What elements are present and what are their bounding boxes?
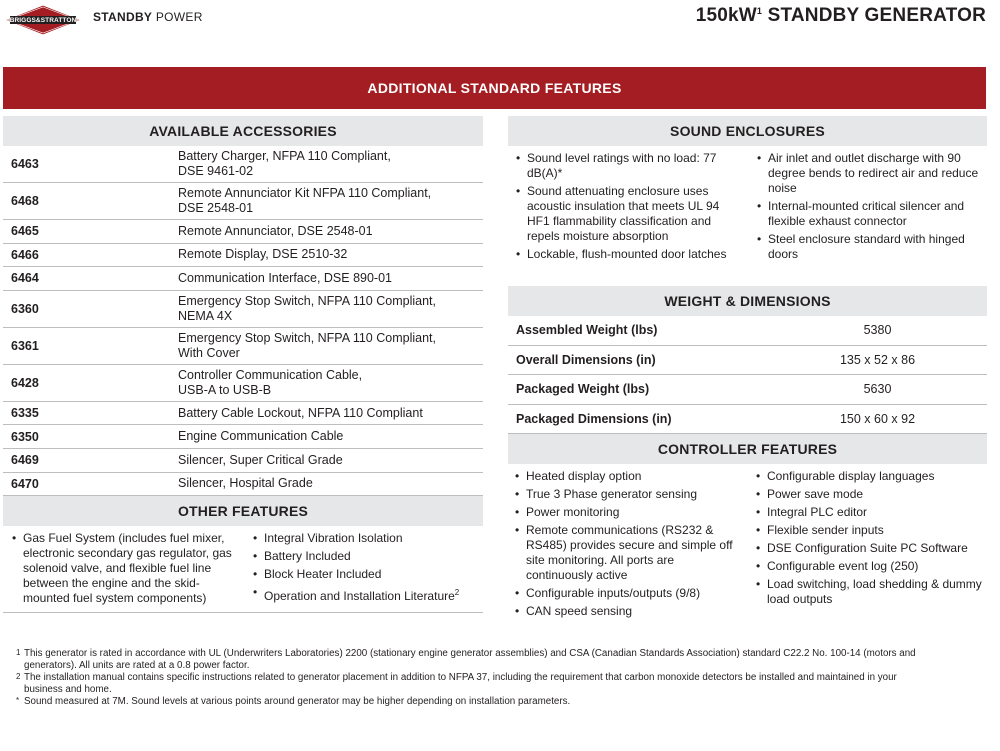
weight-row: [508, 375, 987, 405]
weight-value: 150 x 60 x 92: [839, 411, 916, 426]
weight-label: Overall Dimensions (in): [516, 352, 656, 367]
other-features-right-list: [251, 531, 481, 607]
page-header: [0, 0, 1000, 60]
accessory-description-line: Engine Communication Cable: [178, 429, 344, 444]
accessory-description-line: Battery Charger, NFPA 110 Compliant,: [178, 149, 391, 163]
weight-heading: WEIGHT & DIMENSIONS: [508, 286, 987, 316]
controller-feature-item: • Integral PLC editor: [754, 505, 982, 520]
footnote: [16, 648, 916, 671]
accessory-description: [178, 453, 483, 468]
accessory-description-line: Controller Communication Cable,: [178, 367, 363, 382]
accessories-table: [3, 146, 483, 496]
weight-label: Packaged Dimensions (in): [516, 411, 672, 426]
controller-feature-item: • Power monitoring: [513, 505, 738, 520]
controller-feature-item: • True 3 Phase generator sensing: [513, 487, 738, 502]
title-rest: STANDBY GENERATOR: [767, 5, 986, 26]
controller-feature-item: • Load switching, load shedding & dummy load outputs: [754, 577, 982, 607]
weight-label: Assembled Weight (lbs): [516, 323, 658, 338]
other-feature-item: • Integral Vibration Isolation: [251, 531, 481, 546]
accessory-row: [3, 402, 483, 426]
accessory-row: [3, 425, 483, 449]
accessory-description-line: Remote Annunciator Kit NFPA 110 Compliant,: [178, 186, 432, 200]
other-feature-item: • Block Heater Included: [251, 567, 481, 582]
sound-right-list: [755, 151, 980, 265]
features-banner: ADDITIONAL STANDARD FEATURES: [3, 67, 986, 109]
accessory-code: 6468: [11, 194, 39, 208]
accessory-row: [3, 328, 483, 365]
controller-feature-item: • Remote communications (RS232 & RS485) provides secure and simple off site monitoring. All ports are continuously active: [513, 523, 738, 583]
sound-feature-item: • Air inlet and outlet discharge with 90 degree bends to redirect air and reduce noise: [755, 151, 980, 196]
accessory-description-line: Silencer, Super Critical Grade: [178, 452, 343, 467]
accessory-code: 6335: [11, 406, 39, 421]
controller-feature-item: • Flexible sender inputs: [754, 523, 982, 538]
controller-feature-item: • Heated display option: [513, 469, 738, 484]
footnote: [16, 672, 916, 695]
accessory-description: [178, 186, 483, 216]
accessory-row: [3, 244, 483, 268]
sound-feature-item: • Steel enclosure standard with hinged doors: [755, 232, 980, 262]
accessory-description-line: DSE 9461-02: [178, 164, 254, 178]
accessory-description-line: Silencer, Hospital Grade: [178, 476, 313, 491]
accessory-row: [3, 291, 483, 328]
weight-row: [508, 346, 987, 376]
sound-feature-item: • Sound level ratings with no load: 77 dB(A)*: [514, 151, 734, 181]
controller-feature-item: • CAN speed sensing: [513, 604, 738, 619]
accessory-description-line: NEMA 4X: [178, 308, 233, 323]
title-footnote-mark: 1: [756, 6, 763, 16]
accessory-code: 6470: [11, 476, 39, 491]
other-feature-item: • Battery Included: [251, 549, 481, 564]
accessory-code: 6360: [11, 301, 39, 316]
accessory-description-line: Remote Display, DSE 2510-32: [178, 247, 348, 262]
controller-feature-item: • Power save mode: [754, 487, 982, 502]
brand-light: POWER: [155, 10, 203, 24]
sound-left-list: [514, 151, 734, 265]
accessory-row: [3, 365, 483, 402]
logo-text: BRIGGS&STRATTON: [9, 16, 77, 24]
other-feature-item: • Operation and Installation Literature$^2$: [251, 585, 481, 604]
weight-value: 5380: [863, 323, 892, 338]
accessory-description: [178, 368, 483, 398]
weight-row: [508, 405, 987, 435]
accessory-row: [3, 220, 483, 244]
weight-value: 135 x 52 x 86: [839, 352, 916, 367]
brand-line: [93, 10, 203, 24]
accessory-description: [178, 476, 483, 491]
weight-value: 5630: [863, 382, 892, 397]
footnote-text: This generator is rated in accordance with UL (Underwriters Laboratories) 2200 (stationary engine generator assemblies) and CSA (Canadian Standards Association) standard C22.2 No. 100-14 (motors and generators). All units are rated at a 0.8 power factor.: [24, 648, 916, 671]
accessories-heading: AVAILABLE ACCESSORIES: [3, 116, 483, 146]
accessory-description: [178, 149, 483, 179]
footnotes: [16, 648, 916, 709]
accessory-description-line: Battery Cable Lockout, NFPA 110 Compliant: [178, 405, 423, 420]
other-features-heading: OTHER FEATURES: [3, 496, 483, 526]
accessory-description: [178, 406, 483, 421]
accessory-code: 6466: [11, 247, 39, 262]
title-kw: 150kW: [695, 5, 757, 26]
accessory-description: [178, 331, 483, 361]
accessory-code: 6465: [11, 224, 39, 239]
accessory-code: 6428: [11, 375, 39, 390]
sound-feature-item: • Sound attenuating enclosure uses acoustic insulation that meets UL 94 HF1 flammability classification and repels moisture absorption: [514, 184, 734, 244]
controller-feature-item: • Configurable event log (250): [754, 559, 982, 574]
controller-feature-item: • DSE Configuration Suite PC Software: [754, 541, 982, 556]
footnote-mark: 1: [16, 648, 21, 657]
accessory-row: [3, 473, 483, 497]
controller-left-list: [513, 469, 738, 622]
accessory-code: 6463: [11, 157, 39, 171]
accessory-description: [178, 224, 483, 239]
accessory-row: [3, 267, 483, 291]
accessory-code: 6469: [11, 453, 39, 468]
footnote-mark: 2: [16, 672, 21, 681]
weight-table: [508, 316, 987, 434]
accessory-description: [178, 247, 483, 262]
accessory-description: [178, 271, 483, 286]
accessory-description: [178, 429, 483, 444]
accessory-code: 6361: [11, 338, 39, 353]
page-title: [696, 5, 986, 27]
accessory-description-line: Emergency Stop Switch, NFPA 110 Compliant,: [178, 330, 436, 345]
accessory-code: 6464: [11, 271, 39, 286]
other-features-bottom-rule: [3, 612, 483, 613]
accessory-description-line: With Cover: [178, 345, 240, 360]
accessory-row: [3, 146, 483, 183]
sound-feature-item: • Internal-mounted critical silencer and flexible exhaust connector: [755, 199, 980, 229]
accessory-description: [178, 294, 483, 324]
controller-right-list: [754, 469, 982, 610]
footnote-mark: *: [16, 696, 20, 705]
accessory-row: [3, 183, 483, 220]
accessory-description-line: Remote Annunciator, DSE 2548-01: [178, 223, 373, 238]
brand-bold: STANDBY: [93, 10, 153, 24]
other-features-left-list: [10, 531, 238, 609]
controller-heading: CONTROLLER FEATURES: [508, 434, 987, 464]
controller-feature-item: • Configurable inputs/outputs (9/8): [513, 586, 738, 601]
literature-footnote-mark: 2: [454, 588, 460, 597]
sound-feature-item: • Lockable, flush-mounted door latches: [514, 247, 734, 262]
accessory-row: [3, 449, 483, 473]
weight-label: Packaged Weight (lbs): [516, 382, 650, 397]
accessory-code: 6350: [11, 429, 39, 444]
weight-row: [508, 316, 987, 346]
other-feature-item: • Gas Fuel System (includes fuel mixer, electronic secondary gas regulator, gas solenoid valve, and flexible fuel line between the engine and the skid-mounted fuel system components): [10, 531, 238, 606]
accessory-description-line: Communication Interface, DSE 890-01: [178, 270, 392, 285]
footnote-text: The installation manual contains specific instructions related to generator placement in addition to NFPA 37, including the requirement that carbon monoxide detectors be installed and maintained in your business and home.: [24, 672, 897, 695]
footnote: [16, 696, 916, 708]
controller-feature-item: • Configurable display languages: [754, 469, 982, 484]
accessory-description-line: USB-A to USB-B: [178, 382, 272, 397]
accessory-description-line: DSE 2548-01: [178, 201, 254, 215]
sound-heading: SOUND ENCLOSURES: [508, 116, 987, 146]
accessory-description-line: Emergency Stop Switch, NFPA 110 Compliant,: [178, 293, 436, 308]
footnote-text: Sound measured at 7M. Sound levels at various points around generator may be higher depending on installation parameters.: [24, 696, 571, 707]
